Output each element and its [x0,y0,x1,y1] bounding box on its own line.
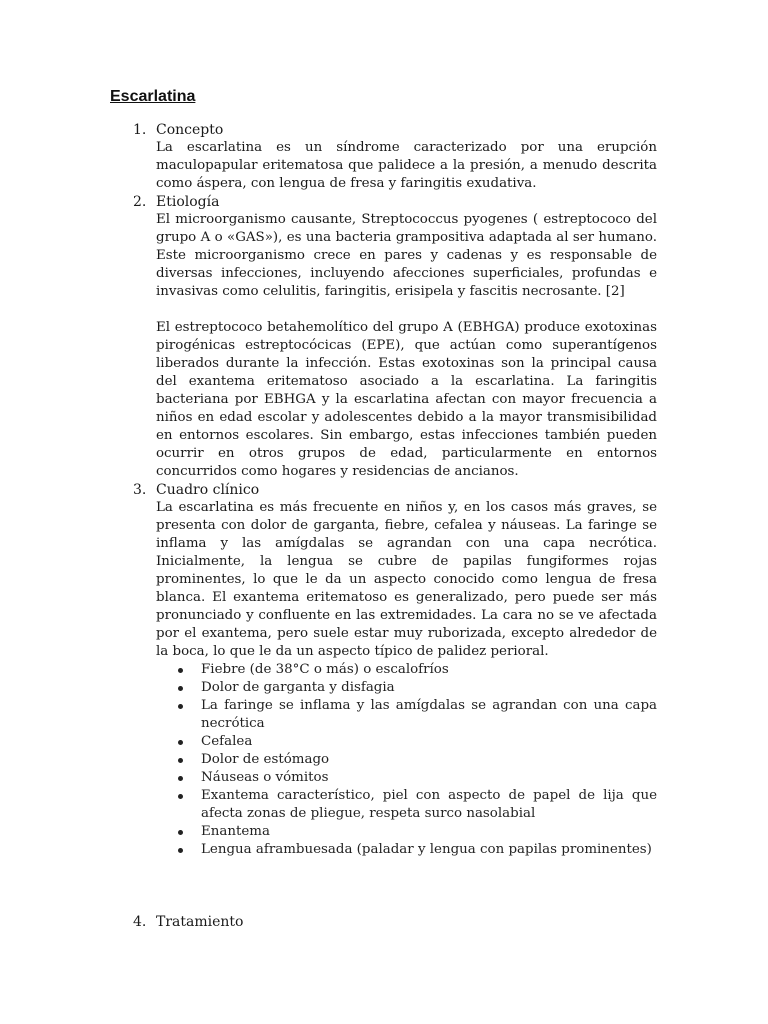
section-cuadro-clinico [0,481,657,859]
bullet-icon [178,758,183,763]
section-paragraph: El estreptococo betahemolítico del grupo A (EBHGA) produce exotoxinas pirogénicas estreptocócicas (EPE), que actúan como superantígenos liberados durante la infección. Estas exotoxinas son la principal causa del exantema eritematoso asociado a la escarlatina. La faringitis bacteriana por EBHGA y la escarlatina afectan con mayor frecuencia a niños en edad escolar y adolescentes debido a la mayor transmisibilidad en entornos escolares. Sin embargo, estas infecciones también pueden ocurrir en otros grupos de edad, particularmente en entornos concurridos como hogares y residencias de ancianos. [156,320,657,479]
list-item [154,787,657,823]
list-item [154,769,657,787]
list-item-text: Dolor de garganta y disfagia [201,680,395,695]
list-item [154,661,657,679]
list-item-text: Fiebre (de 38°C o más) o escalofríos [201,662,449,677]
list-item-text: La faringe se inflama y las amígdalas se agrandan con una capa necrótica [201,698,657,731]
list-item-text: Lengua aframbuesada (paladar y lengua con papilas prominentes) [201,842,652,857]
list-item-text: Náuseas o vómitos [201,770,329,785]
section-paragraph: La escarlatina es más frecuente en niños y, en los casos más graves, se presenta con dolor de garganta, fiebre, cefalea y náuseas. La faringe se inflama y las amígdalas se agrandan con una capa necrótica. Inicialmente, la lengua se cubre de papilas fungiformes rojas prominentes, lo que le da un aspecto conocido como lengua de fresa blanca. El exantema eritematoso es generalizado, pero puede ser más pronunciado y confluente en las extremidades. La cara no se ve afectada por el exantema, pero suele estar muy ruborizada, excepto alrededor de la boca, lo que le da un aspecto típico de palidez perioral. [156,500,657,659]
list-item-text: Exantema característico, piel con aspecto de papel de lija que afecta zonas de pliegue, respeta surco nasolabial [201,788,657,821]
bullet-icon [178,776,183,781]
list-item [154,733,657,751]
bullet-icon [178,740,183,745]
list-item [154,697,657,733]
section-title: Tratamiento [156,914,244,930]
list-item-text: Dolor de estómago [201,752,330,767]
section-title: Cuadro clínico [156,482,260,498]
symptom-list [156,661,657,859]
list-item-text: Enantema [201,824,270,839]
section-concepto [0,121,657,193]
section-title: Etiología [156,194,220,210]
section-title: Concepto [156,122,224,138]
list-item [154,823,657,841]
section-number: 2. [133,194,147,210]
section-number: 4. [133,914,147,930]
list-item-text: Cefalea [201,734,253,749]
bullet-icon [178,668,183,673]
section-paragraph: El microorganismo causante, Streptococcus pyogenes ( estreptococo del grupo A o «GAS»), es una bacteria grampositiva adaptada al ser humano. Este microorganismo crece en pares y cadenas y es responsable de diversas infecciones, incluyendo afecciones superficiales, profundas e invasivas como celulitis, faringitis, erisipela y fascitis necrosante. [2] [156,212,657,299]
section-number: 3. [133,482,147,498]
list-item [154,751,657,769]
bullet-icon [178,686,183,691]
document-title: Escarlatina [110,88,196,105]
list-item [154,841,657,859]
section-tratamiento [0,913,657,931]
bullet-icon [178,794,183,799]
list-item [154,679,657,697]
bullet-icon [178,848,183,853]
bullet-icon [178,704,183,709]
section-number: 1. [133,122,147,138]
section-paragraph: La escarlatina es un síndrome caracterizado por una erupción maculopapular eritematosa que palidece a la presión, a menudo descrita como áspera, con lengua de fresa y faringitis exudativa. [156,140,657,191]
section-etiologia [0,193,657,481]
section-list [0,121,768,931]
bullet-icon [178,830,183,835]
